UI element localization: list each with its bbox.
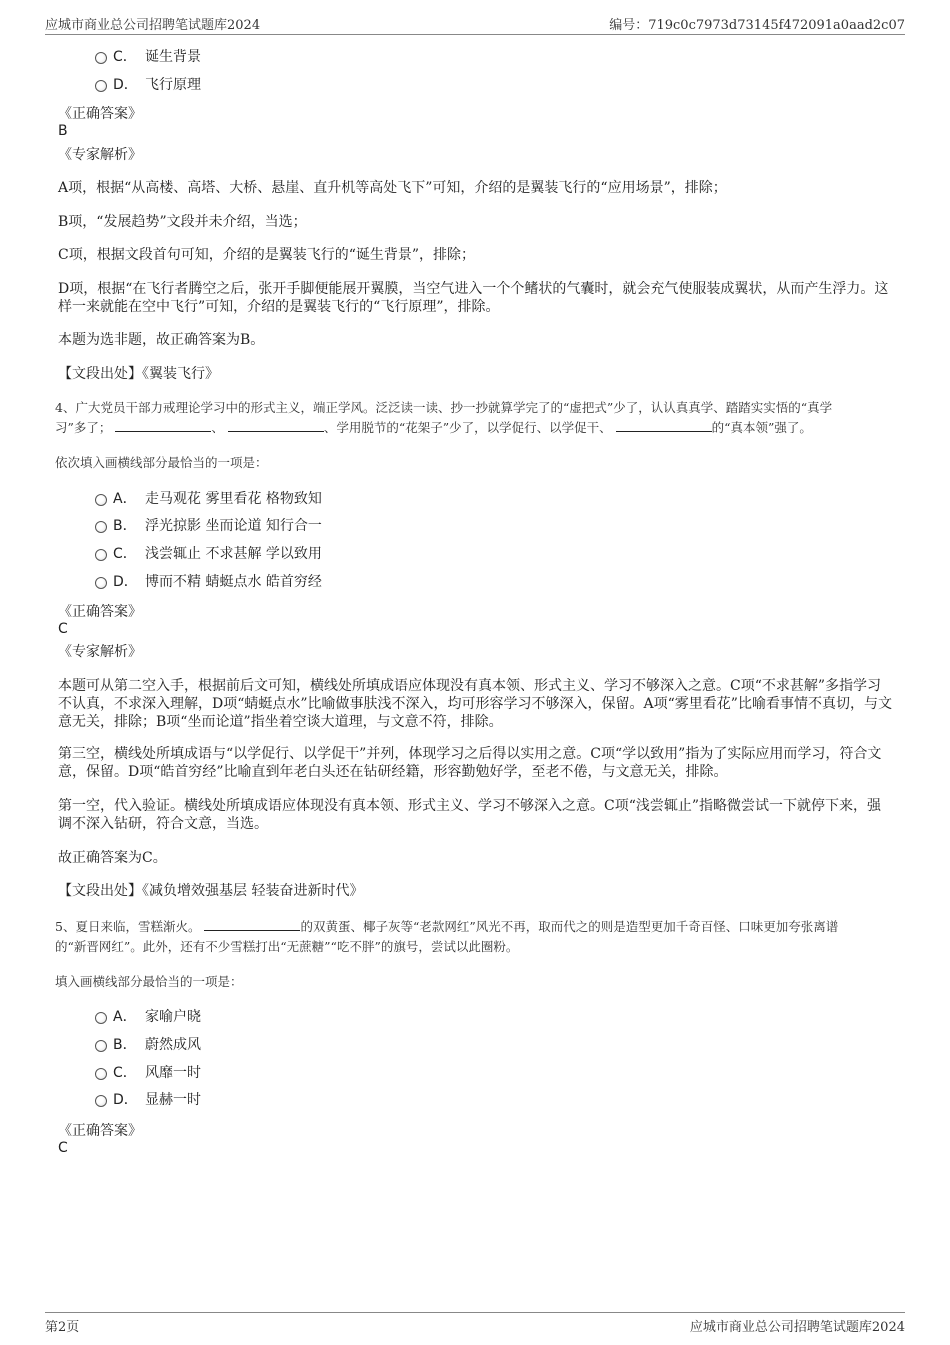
radio-icon[interactable] <box>95 1068 107 1080</box>
analysis-conclusion: 故正确答案为C。 <box>58 850 167 866</box>
option-c[interactable]: C． 诞生背景 <box>95 47 201 67</box>
footer-title: 应城市商业总公司招聘笔试题库2024 <box>689 1320 905 1335</box>
question-instruction: 填入画横线部分最恰当的一项是： <box>55 974 243 989</box>
option-c[interactable]: C． 风靡一时 <box>95 1063 201 1083</box>
blank-line <box>228 419 324 432</box>
source-citation: 【文段出处】《翼装飞行》 <box>58 366 219 382</box>
document-id: 编号：719c0c7973d73145f472091a0aad2c07 <box>609 18 905 33</box>
option-d[interactable]: D． 博而不精 蜻蜓点水 皓首穷经 <box>95 572 322 592</box>
analysis-paragraph: 本题可从第二空入手，根据前后文可知，横线处所填成语应体现没有真本领、形式主义、学习不够深入之意。C项“不求甚解”多指学习不认真，不求深入理解，D项“蜻蜓点水”比喻做事肤浅不深入，均可形容学习不够深入，保留。A项“雾里看花”比喻看事情不真切，与文意无关，排除；B项“坐而论道”指坐着空谈大道理，与文意不符，排除。 <box>58 678 892 730</box>
option-a[interactable]: A． 走马观花 雾里看花 格物致知 <box>95 489 322 509</box>
blank-line <box>204 918 300 931</box>
analysis-paragraph: 第三空，横线处所填成语与“以学促行、以学促干”并列，体现学习之后得以实用之意。C项“学以致用”指为了实际应用而学习，符合文意，保留。D项“皓首穷经”比喻直到年老白头还在钻研经籍，形容勤勉好学，至老不倦，与文意无关，排除。 <box>58 746 882 780</box>
answer-value: C <box>58 1140 68 1156</box>
radio-icon[interactable] <box>95 577 107 589</box>
option-c[interactable]: C． 浅尝辄止 不求甚解 学以致用 <box>95 544 322 564</box>
analysis-paragraph: D项，根据“在飞行者腾空之后，张开手脚便能展开翼膜，当空气进入一个个鳍状的气囊时，就会充气使服装成翼状，从而产生浮力。这样一来就能在空中飞行”可知，介绍的是翼装飞行的“飞行原理”，排除。 <box>58 281 889 315</box>
option-a[interactable]: A． 家喻户晓 <box>95 1007 201 1027</box>
answer-value: B <box>58 123 68 139</box>
answer-value: C <box>58 621 68 637</box>
question-instruction: 依次填入画横线部分最恰当的一项是： <box>55 455 268 470</box>
page-footer <box>45 1312 905 1335</box>
source-citation: 【文段出处】《减负增效强基层 轻装奋进新时代》 <box>58 883 364 899</box>
header-title: 应城市商业总公司招聘笔试题库2024 <box>45 18 261 33</box>
analysis-paragraph: C项，根据文段首句可知，介绍的是翼装飞行的“诞生背景”，排除； <box>58 247 476 263</box>
question-stem: 5、夏日来临，雪糕渐火。 的双黄蛋、椰子灰等“老款网红”风光不再，取而代之的则是造型更加千奇百怪、口味更加夸张离谱 的“新晋网红”。此外，还有不少雪糕打出“无蔗糖”“吃不胖”的旗号，尝试以此圈粉。 <box>55 919 839 954</box>
answer-label: 《正确答案》 <box>58 604 142 620</box>
option-d[interactable]: D． 显赫一时 <box>95 1090 201 1110</box>
radio-icon[interactable] <box>95 494 107 506</box>
radio-icon[interactable] <box>95 80 107 92</box>
option-b[interactable]: B． 蔚然成风 <box>95 1035 201 1055</box>
blank-line <box>616 419 712 432</box>
radio-icon[interactable] <box>95 52 107 64</box>
question-stem: 4、广大党员干部力戒理论学习中的形式主义，端正学风。泛泛读一读、抄一抄就算学完了的“虚把式”少了，认认真真学、踏踏实实悟的“真学 习”多了； 、 、学用脱节的“花架子”少了，以学促行、以学促干、 的“真本领”强了。 <box>55 400 833 435</box>
analysis-paragraph: B项，“发展趋势”文段并未介绍，当选； <box>58 214 307 230</box>
answer-label: 《正确答案》 <box>58 1123 142 1139</box>
answer-label: 《正确答案》 <box>58 106 142 122</box>
option-d[interactable]: D． 飞行原理 <box>95 75 201 95</box>
page-number: 第2页 <box>45 1320 80 1335</box>
analysis-label: 《专家解析》 <box>58 644 142 660</box>
page-header <box>45 14 905 35</box>
analysis-label: 《专家解析》 <box>58 147 142 163</box>
analysis-paragraph: A项，根据“从高楼、高塔、大桥、悬崖、直升机等高处飞下”可知，介绍的是翼装飞行的“应用场景”，排除； <box>58 180 727 196</box>
radio-icon[interactable] <box>95 521 107 533</box>
analysis-paragraph: 第一空，代入验证。横线处所填成语应体现没有真本领、形式主义、学习不够深入之意。C项“浅尝辄止”指略微尝试一下就停下来，强调不深入钻研，符合文意，当选。 <box>58 798 882 832</box>
radio-icon[interactable] <box>95 1012 107 1024</box>
radio-icon[interactable] <box>95 1040 107 1052</box>
blank-line <box>115 419 211 432</box>
radio-icon[interactable] <box>95 1095 107 1107</box>
analysis-conclusion: 本题为选非题，故正确答案为B。 <box>58 332 265 348</box>
option-b[interactable]: B． 浮光掠影 坐而论道 知行合一 <box>95 516 322 536</box>
radio-icon[interactable] <box>95 549 107 561</box>
